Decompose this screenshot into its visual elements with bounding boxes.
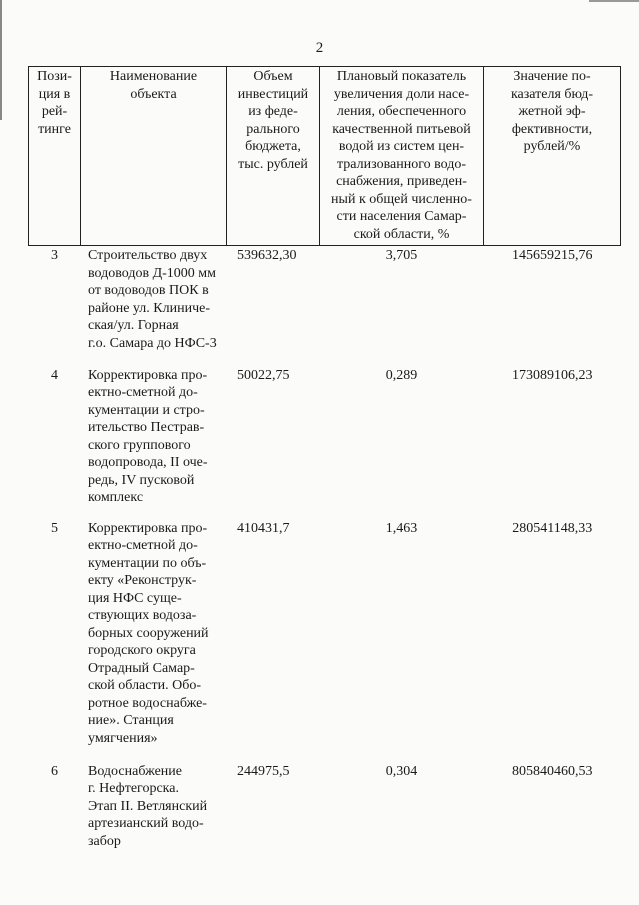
row-position: 5 xyxy=(51,520,58,536)
row-investment: 244975,5 xyxy=(237,763,290,779)
row-share: 0,304 xyxy=(385,763,418,779)
header-share: Плановый показатель увеличения доли насе- ления, обеспеченного качественной питьевой водой из систем цен- трализованного водо- снабжения, приведен- ный к общей численно- сти населения Самар- ской области, % xyxy=(320,67,484,246)
scan-edge-mark xyxy=(589,0,639,2)
header-name: Наименование объекта xyxy=(81,67,227,246)
table-header xyxy=(29,67,621,246)
row-object-name: Строительство двух водоводов Д-1000 мм от водоводов ПОК в районе ул. Клиниче- ская/ул. Горная г.о. Самара до НФС-3 xyxy=(88,248,217,351)
header-row xyxy=(29,67,621,246)
row-object-name: Корректировка про- ектно-сметной до- кументации и стро- ительство Пестрав- ского группового водопровода, II оче- редь, IV пусковой комплекс xyxy=(88,367,208,505)
row-object-name: Корректировка про- ектно-сметной до- кументации по объ- екту «Реконструк- ция НФС суще- ствующих водоза- борных сооружений городского округа Отрадный Самар- ской области. Обо- ротное водоснабже- ние». Станция умягчения» xyxy=(88,520,209,746)
table-row xyxy=(29,519,621,762)
header-efficiency: Значение по- казателя бюд- жетной эф- фективности, рублей/% xyxy=(484,67,621,246)
row-efficiency: 145659215,76 xyxy=(512,248,593,263)
row-investment: 50022,75 xyxy=(237,367,290,383)
row-share: 3,705 xyxy=(385,248,418,263)
row-position: 6 xyxy=(51,763,58,779)
row-object-name: Водоснабжение г. Нефтегорска. Этап II. Ветлянский артезианский водо- забор xyxy=(88,763,208,849)
table-row xyxy=(29,366,621,519)
header-position: Пози- ция в рей- тинге xyxy=(29,67,81,246)
page-number: 2 xyxy=(315,40,324,56)
row-efficiency: 280541148,33 xyxy=(512,520,593,536)
header-investment: Объем инвестиций из феде- рального бюджета, тыс. рублей xyxy=(227,67,320,246)
table-row xyxy=(29,246,621,366)
investment-table xyxy=(28,66,621,858)
table-row xyxy=(29,762,621,858)
row-share: 1,463 xyxy=(385,520,418,536)
row-efficiency: 805840460,53 xyxy=(512,763,593,779)
row-investment: 410431,7 xyxy=(237,520,290,536)
scan-edge-mark xyxy=(0,0,2,120)
row-investment: 539632,30 xyxy=(237,248,297,263)
row-efficiency: 173089106,23 xyxy=(512,367,593,383)
row-share: 0,289 xyxy=(385,367,418,383)
row-position: 4 xyxy=(51,367,58,383)
row-position: 3 xyxy=(51,248,58,263)
